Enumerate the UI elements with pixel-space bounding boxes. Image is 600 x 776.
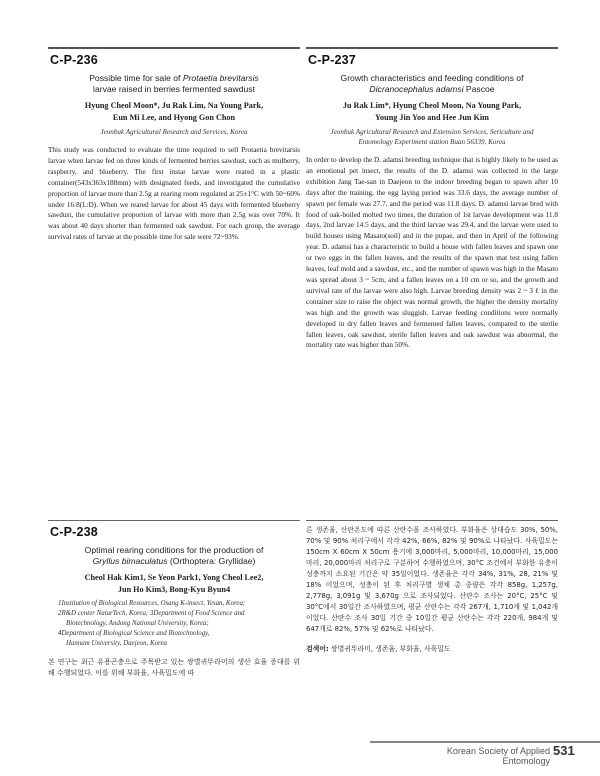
abstract-code: C-P-238: [50, 525, 98, 539]
footer-society-name: Korean Society of Applied Entomology: [446, 746, 550, 766]
abstract-code: C-P-237: [308, 53, 356, 67]
abstract-authors: Cheol Hak Kim1, Se Yeon Park1, Yong Cheol Lee2, Jun Ho Kim3, Bong-Kyu Byun4: [84, 573, 264, 594]
abstract-title: Possible time for sale of Protaetia brevitarsis larvae raised in berries fermented sawdust: [89, 73, 259, 94]
abstract-body: In order to develop the D. adamsi breeding technique that is highly likely to be used as an emotional pet insect, the results of the D. adamsi was collected in the large exhibition Jang Tae-san in Daejeon to the indoor breeding began to spawn after 10 days after the training, the egg laying period was 33.6 days, the average number of spawn per female was 27.7, and the period was 11.8 days. D. adamsi larvae bred with food of oak-boiled molted two times, the duration of 1st larvae development was 11.8 days, 2nd larvae 14.5 days, and the third larvae was 29.4, and the larvae were used to build houses using Masato(soil) and in the pupae, and then in April of the following year. D. adamsi has a characteristic to build a house with fallen leaves and spawn one or two eggs in the fallen leaves, and the results of the spawn mat test using fallen leaves, leaf mold and a sawdust, etc., and the number of spawn was high in the Masato was spread about 3 ~ 5cm, and a fallen leaves on a 10 cm or so, and the growth and survival rate of the larvae were also high. Larvae breeding density was 2 ~ 3 ℓ in the container size to raise the object was normal growth, the higher the density mortality was high and the growth was sluggish. Larvae feeding conditions were normally developed in dry fallen leaves and fermented fallen leaves, compared to the sterile fallen leaves, oak sawdust, sterile fallen leaves and oak sawdust was abnormal, the mortality rate was higher than 50%.: [306, 156, 558, 350]
abstract-body: This study was conducted to evaluate the time required to sell Protaetia brevitarsis larvae when larvae fed on three kinds of fermented berries sawdust, such as mulberry, raspberry, and blueberry. The first instar larvae were reared in a plastic container(543x363x188mm) with designated feeds, and investigated the cumulative proportion of larvae more than 2.5g at rearing room regulated at 25±1°C with 50~60% under 16:8(L:D). When we reared larvae for about 45 days with fermented blueberry sawdust, the cumulative proportion of larvae with more than 2.5g was over 70%. It was about 40 days shorter than fermented oak sawdust. For each group, the average survival rates of larvae at the possible time for sale were 72~93%.: [48, 146, 300, 242]
abstract-code: C-P-236: [50, 53, 98, 67]
section-rule: [48, 47, 300, 49]
abstract-c-p-238-continued: [306, 520, 558, 655]
page-number: 531: [553, 743, 575, 758]
abstract-c-p-236: [48, 47, 300, 243]
abstract-affiliation: Jeonbuk Agricultural Research and Services, Korea: [100, 128, 248, 136]
keywords: 검색어: 쌍별귀뚜라미, 생존율, 부화율, 사육밀도: [306, 645, 451, 653]
abstract-c-p-237: [306, 47, 558, 351]
abstract-affiliation: Jeonbuk Agricultural Research and Extension Services, Sericulture and Entomology Experiment station Buan 56339, Korea: [330, 128, 534, 146]
abstract-authors: Ju Rak Lim*, Hyung Cheol Moon, Na Young Park, Young Jin Yoo and Hee Jun Kim: [342, 101, 522, 122]
abstract-body-right: 른 생존율, 산란온도에 따른 산란수을 조사하였다. 부화율은 상대습도 30%, 50%, 70% 및 90% 처리구에서 각각 42%, 66%, 82% 및 90%로 나타났다. 사육밀도는 150cm X 60cm X 50cm 용기에 3,000마리, 5,000마리, 10,000마리, 15,000마리, 20,000마리 처리구로 구분하여 수행하였으며, 30°C 조건에서 부화한 유충이 성충까지 소요된 기간은 약 35일이었다. 생존율은 각각 34%, 31%, 28, 21% 및 18% 이었으며, 성충이 된 후 처리구별 생체 총 중량은 각각 858g, 1,257g, 2,778g, 3,091g 및 3,670g 으로 조사되었다. 산란수 조사는 20°C, 25°C 및 30°C에서 30일간 조사하였으며, 평균 산란수는 각각 267개, 1,710개 및 1,042개이었다. 산란수 조사 30일 기간 중 10일간 평균 산란수는 각각 220개, 984개 및 647개로 82%, 57% 및 62%로 나타났다. 검색어: 쌍별귀뚜라미, 생존율, 부화율, 사육밀도: [306, 526, 558, 653]
section-rule: [306, 47, 558, 49]
abstract-c-p-238: [48, 520, 300, 679]
abstract-authors: Hyung Cheol Moon*, Ju Rak Lim, Na Young Park, Eun Mi Lee, and Hyong Gon Chon: [84, 101, 264, 122]
abstract-title: Growth characteristics and feeding conditions of Dicranocephalus adamsi Pascoe: [340, 73, 524, 94]
abstract-affiliations: 1Institution of Biological Resources, Osang K-insect, Yesan, Korea; 2R&D center NaturTech, Korea; 3Department of Food Science and Biotechnology, Andong National University, Korea; 4Department of Biological Science and Biotechnology, Hannam University, Daejeon, Korea: [58, 600, 246, 647]
abstract-body-left: 본 연구는 최근 유용곤충으로 주목받고 있는 쌍별귀뚜라미의 생산 효율 증대를 위해 수행되었다. 이를 위해 부화율, 사육밀도에 따: [48, 658, 300, 677]
section-rule: [306, 520, 558, 521]
section-rule: [48, 520, 300, 521]
abstract-title: Optimal rearing conditions for the production of Gryllus bimaculatus (Orthoptera: Gryllidae): [84, 545, 264, 566]
